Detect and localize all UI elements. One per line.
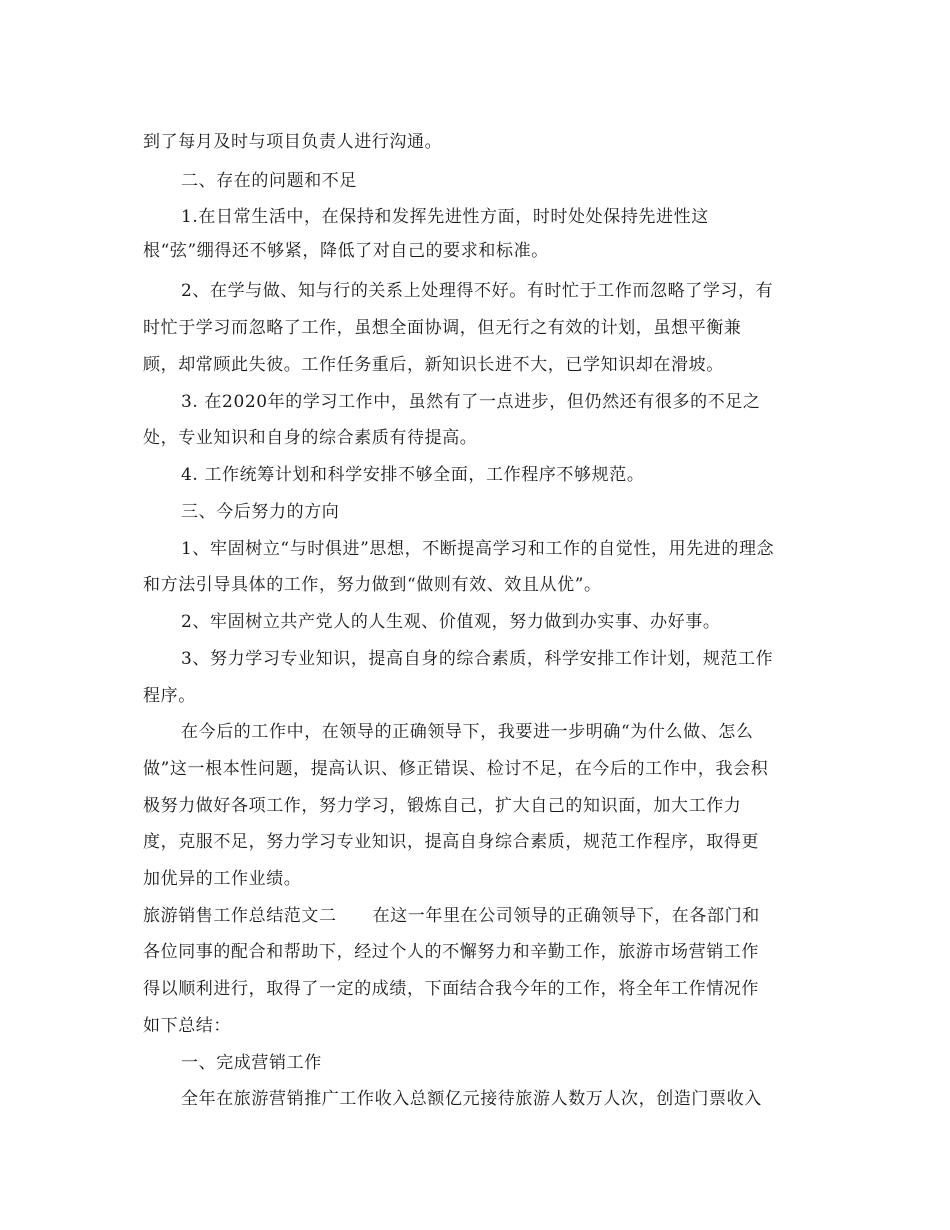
section-title-line	[143, 904, 760, 928]
paragraph-line: 1.在日常生活中，在保持和发挥先进性方面，时时处处保持先进性这	[181, 207, 709, 227]
paragraph-line: 3、努力学习专业知识，提高自身的综合素质，科学安排工作计划，规范工作	[181, 649, 774, 669]
paragraph-line: 在今后的工作中，在领导的正确领导下，我要进一步明确“为什么做、怎么	[181, 722, 754, 742]
paragraph-line: 各位同事的配合和帮助下，经过个人的不懈努力和辛勤工作，旅游市场营销工作	[143, 942, 759, 962]
paragraph-line: 做”这一根本性问题，提高认识、修正错误、检讨不足，在今后的工作中，我会积	[143, 759, 769, 779]
paragraph-line: 度，克服不足，努力学习专业知识，提高自身综合素质，规范工作程序，取得更	[143, 832, 759, 852]
paragraph-line: 2、牢固树立共产党人的人生观、价值观，努力做到办实事、办好事。	[181, 612, 721, 632]
paragraph-line: 1、牢固树立“与时俱进”思想，不断提高学习和工作的自觉性，用先进的理念	[181, 539, 775, 559]
paragraph-line: 全年在旅游营销推广工作收入总额亿元接待旅游人数万人次，创造门票收入	[181, 1089, 762, 1109]
section-intro: 在这一年里在公司领导的正确领导下，在各部门和	[372, 906, 760, 926]
paragraph-line: 3. 在2020年的学习工作中，虽然有了一点进步，但仍然还有很多的不足之	[181, 392, 761, 412]
paragraph-line: 程序。	[143, 686, 196, 706]
paragraph-line: 根“弦”绷得还不够紧，降低了对自己的要求和标准。	[143, 241, 549, 261]
section-heading: 一、完成营销工作	[181, 1053, 322, 1073]
paragraph-line: 4. 工作统筹计划和科学安排不够全面，工作程序不够规范。	[181, 465, 645, 485]
paragraph-line: 2、在学与做、知与行的关系上处理得不好。有时忙于工作而忽略了学习，有	[181, 281, 774, 301]
document-section-title: 旅游销售工作总结范文二	[143, 906, 337, 926]
paragraph-line: 极努力做好各项工作，努力学习，锻炼自己，扩大自己的知识面，加大工作力	[143, 796, 742, 816]
paragraph-line: 到了每月及时与项目负责人进行沟通。	[143, 132, 443, 152]
paragraph-line: 时忙于学习而忽略了工作，虽想全面协调，但无行之有效的计划，虽想平衡兼	[143, 318, 742, 338]
section-heading: 二、存在的问题和不足	[181, 171, 357, 191]
paragraph-line: 加优异的工作业绩。	[143, 869, 302, 889]
paragraph-line: 如下总结：	[143, 1016, 231, 1036]
section-heading: 三、今后努力的方向	[181, 502, 340, 522]
paragraph-line: 得以顺利进行，取得了一定的成绩，下面结合我今年的工作，将全年工作情况作	[143, 979, 759, 999]
paragraph-line: 和方法引导具体的工作，努力做到“做则有效、效且从优”。	[143, 575, 602, 595]
paragraph-line: 顾，却常顾此失彼。工作任务重后，新知识长进不大，已学知识却在滑坡。	[143, 355, 724, 375]
paragraph-line: 处，专业知识和自身的综合素质有待提高。	[143, 428, 478, 448]
